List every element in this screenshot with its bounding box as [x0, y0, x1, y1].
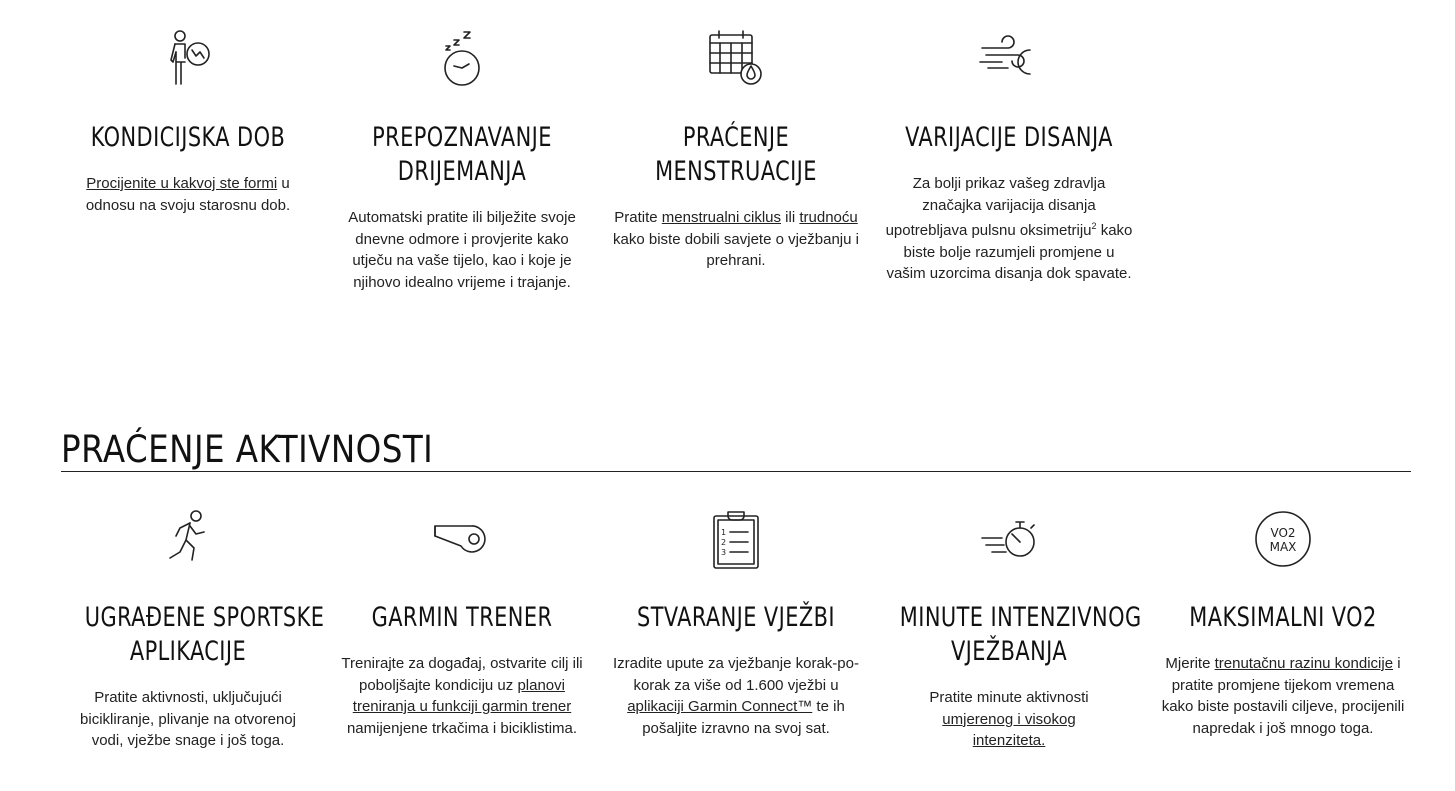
feature-garmin-coach — [336, 500, 588, 780]
feature-fitness-age — [68, 0, 308, 320]
feature-title-line1: PREPOZNAVANJE — [372, 122, 552, 153]
feature-vo2-max — [1156, 500, 1410, 780]
intensity-levels-link[interactable]: umjerenog i visokog intenziteta. — [942, 710, 1076, 749]
feature-breathing-variations — [882, 0, 1136, 320]
feature-title-line1: UGRAĐENE SPORTSKE — [84, 602, 325, 633]
section-title: PRAĆENJE AKTIVNOSTI — [61, 428, 434, 471]
feature-title: GARMIN TRENER — [371, 602, 553, 633]
whistle-icon — [431, 508, 493, 570]
vo2max-icon — [1252, 508, 1314, 570]
feature-description: Pratite aktivnosti, uključujući bicikliranje, plivanje na otvorenoj vodi, vježbe snage i još toga. — [80, 689, 296, 749]
stopwatch-speed-icon — [978, 508, 1040, 570]
vo2max-icon-label-top: VO2 — [1270, 526, 1296, 540]
feature-title-line2: DRIJEMANJA — [397, 156, 527, 187]
feature-description: Pratite menstrualni ciklus ili trudnoću kako biste dobili savjete o vježbanju i prehrani. — [613, 209, 859, 269]
garmin-coach-plans-link[interactable]: planovi treniranja u funkciji garmin trener — [352, 676, 572, 715]
menstrual-calendar-icon — [705, 28, 767, 90]
feature-description: Izradite upute za vježbanje korak-po-korak za više od 1.600 vježbi u aplikaciji Garmin Connect™ te ih pošaljite izravno na svoj sat. — [613, 655, 859, 737]
svg-text:1: 1 — [721, 528, 727, 537]
feature-description: Mjerite trenutačnu razinu kondicije i pratite promjene tijekom vremena kako biste postavili ciljeve, procijenili napredak i još mnogo toga. — [1161, 655, 1405, 737]
clipboard-icon — [710, 508, 762, 570]
nap-clock-icon — [438, 28, 486, 90]
feature-title: KONDICIJSKA DOB — [90, 122, 286, 153]
pregnancy-link[interactable]: trudnoću — [799, 209, 858, 226]
fitness-level-link[interactable]: trenutačnu razinu kondicije — [1214, 655, 1394, 672]
feature-intensity-minutes — [882, 500, 1142, 780]
feature-workout-creation — [604, 500, 868, 780]
feature-title-line2: VJEŽBANJA — [950, 636, 1068, 667]
svg-text:2: 2 — [721, 538, 727, 547]
feature-description: Trenirajte za događaj, ostvarite cilj ili poboljšajte kondiciju uz planovi treniranja u funkciji garmin trener namijenjene trkačima i biciklistima. — [341, 655, 583, 737]
feature-title-line2: APLIKACIJE — [129, 636, 247, 667]
feature-description: Za bolji prikaz vašeg zdravlja značajka varijacija disanja upotrebljava pulsnu oksimetriju$^2$ kako biste bolje razumjeli promjene u vašim uzorcima disanja dok spavate. — [885, 175, 1133, 282]
vo2max-icon-label-bottom: MAX — [1269, 540, 1297, 554]
breathing-moon-icon — [978, 28, 1040, 90]
feature-title-line1: MINUTE INTENZIVNOG — [899, 602, 1142, 633]
runner-icon — [162, 508, 214, 570]
fitness-age-icon — [163, 28, 213, 90]
feature-built-in-sport-apps — [68, 500, 325, 780]
feature-description: Procijenite u kakvoj ste formi u odnosu na svoju starosnu dob. — [85, 175, 291, 214]
fitness-level-link[interactable]: Procijenite u kakvoj ste formi — [86, 175, 278, 192]
feature-title: STVARANJE VJEŽBI — [637, 602, 835, 633]
feature-title-line1: PRAĆENJE — [682, 122, 790, 153]
feature-description: Automatski pratite ili bilježite svoje dnevne odmore i provjerite kako utječu na vaše tijelo, kao i koje je njihovo idealno vrijeme i trajanje. — [348, 209, 576, 291]
feature-title: VARIJACIJE DISANJA — [905, 122, 1113, 153]
feature-title-line2: MENSTRUACIJE — [655, 156, 817, 187]
feature-nap-detection — [338, 0, 586, 320]
menstrual-cycle-link[interactable]: menstrualni ciklus — [661, 209, 782, 226]
svg-text:3: 3 — [721, 548, 727, 557]
section-divider — [61, 471, 1411, 472]
feature-description: Pratite minute aktivnosti umjerenog i visokog intenziteta. — [929, 689, 1089, 749]
feature-menstrual-tracking — [606, 0, 866, 320]
feature-title: MAKSIMALNI VO2 — [1189, 602, 1377, 633]
garmin-connect-app-link[interactable]: aplikaciji Garmin Connect™ — [627, 698, 813, 715]
